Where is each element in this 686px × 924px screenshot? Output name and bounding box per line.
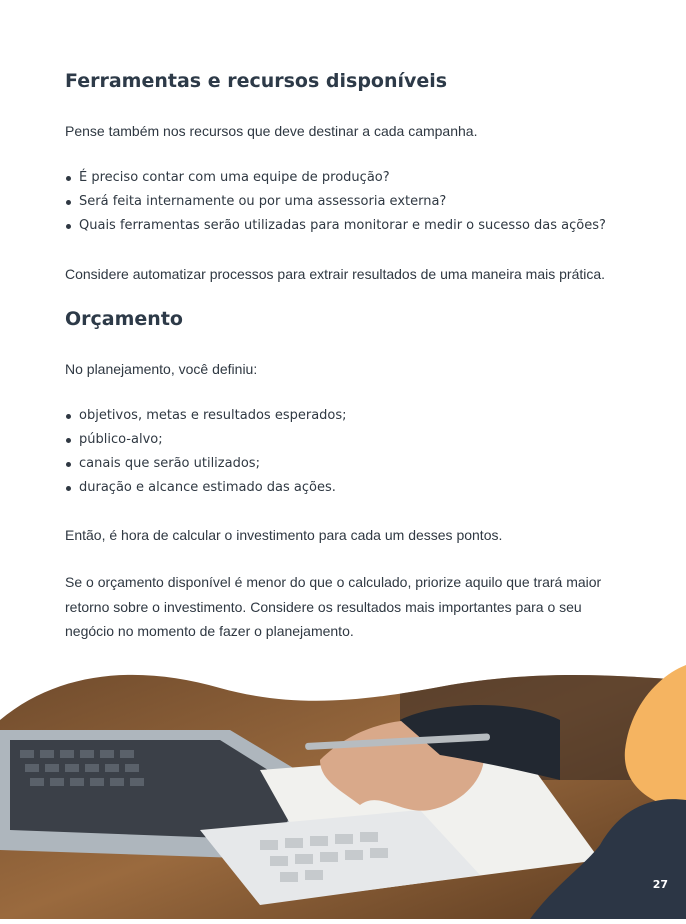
budget-paragraph-1: Então, é hora de calcular o investimento para cada um desses pontos. <box>65 527 503 543</box>
list-item: É preciso contar com uma equipe de produção? <box>65 166 606 190</box>
list-item: objetivos, metas e resultados esperados; <box>65 404 347 428</box>
list-item: Quais ferramentas serão utilizadas para monitorar e medir o sucesso das ações? <box>65 214 606 238</box>
budget-intro: No planejamento, você definiu: <box>65 361 258 377</box>
page-number: 27 <box>652 878 668 891</box>
section-heading-budget: Orçamento <box>65 308 183 330</box>
tools-intro: Pense também nos recursos que deve destinar a cada campanha. <box>65 123 478 139</box>
list-item: duração e alcance estimado das ações. <box>65 476 347 500</box>
tools-list <box>65 166 606 238</box>
budget-list <box>65 404 347 500</box>
section-heading-tools: Ferramentas e recursos disponíveis <box>65 70 448 92</box>
list-item: canais que serão utilizados; <box>65 452 347 476</box>
list-item: público-alvo; <box>65 428 347 452</box>
tools-closing: Considere automatizar processos para extrair resultados de uma maneira mais prática. <box>65 266 606 282</box>
decorative-photo <box>0 660 686 919</box>
budget-paragraph-2: Se o orçamento disponível é menor do que o calculado, priorize aquilo que trará maior retorno sobre o investimento. Considere os resultados mais importantes para o seu negócio no momento de fazer o planejamento. <box>65 574 602 639</box>
list-item: Será feita internamente ou por uma assessoria externa? <box>65 190 606 214</box>
